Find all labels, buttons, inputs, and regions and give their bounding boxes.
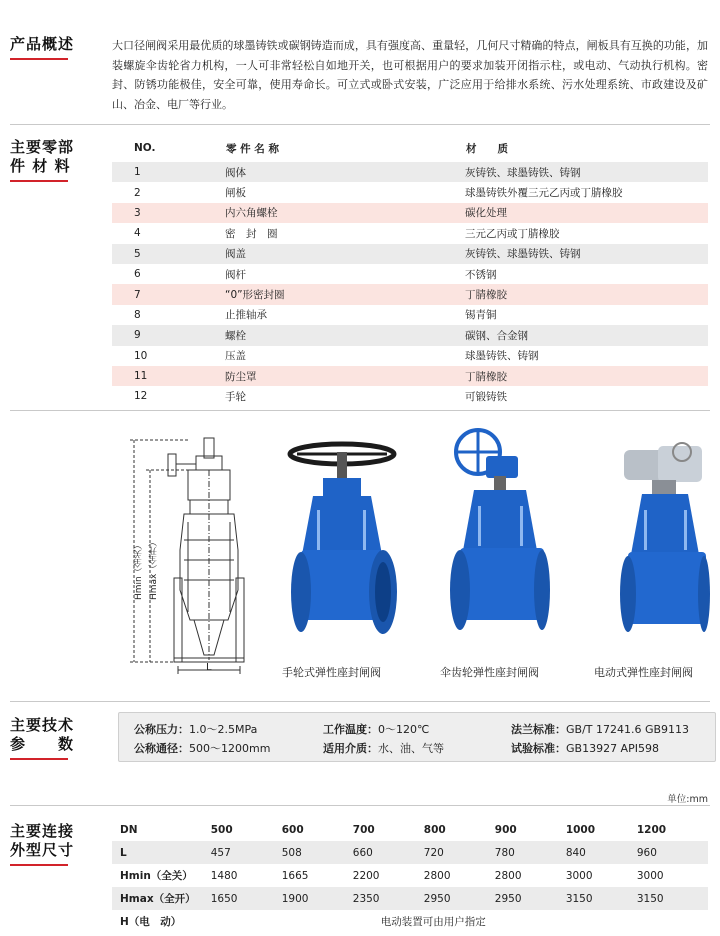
param-label: 试验标准： bbox=[511, 742, 566, 755]
col-header-part-name: 零 件 名 称 bbox=[226, 142, 279, 155]
table-row bbox=[112, 284, 708, 304]
dim-cell: 600 bbox=[281, 823, 304, 836]
tech-params-box bbox=[118, 712, 716, 762]
cell-material: 灰铸铁、球墨铸铁、铸钢 bbox=[465, 162, 708, 182]
tech-title-line2: 参 数 bbox=[10, 735, 75, 753]
dim-cell: 1000 bbox=[565, 823, 596, 836]
param-label: 工作温度： bbox=[323, 723, 378, 736]
dim-cell: 800 bbox=[423, 823, 446, 836]
dim-cell: 3000 bbox=[636, 869, 664, 882]
param-label: 适用介质： bbox=[323, 742, 378, 755]
dim-cell: 780 bbox=[495, 841, 566, 864]
hmin-label: Hmin（全关） bbox=[134, 540, 144, 600]
dim-cell: 1665 bbox=[281, 869, 309, 882]
unit-label: 单位:mm bbox=[667, 794, 708, 805]
cell-no: 7 bbox=[112, 284, 225, 304]
dim-cell: 1650 bbox=[211, 887, 282, 910]
product-name-electric: 电动式弹性座封闸阀 bbox=[594, 666, 693, 679]
section-divider bbox=[10, 701, 710, 702]
param-temperature bbox=[323, 721, 429, 737]
table-row bbox=[112, 346, 708, 366]
dim-cell: 1200 bbox=[636, 823, 667, 836]
dim-cell: 2800 bbox=[494, 869, 522, 882]
param-value: 0～120℃ bbox=[378, 723, 430, 736]
cell-material: 丁腈橡胶 bbox=[465, 284, 708, 304]
dim-cell: Hmin（全关） bbox=[120, 870, 193, 882]
param-medium bbox=[323, 740, 444, 756]
dim-cell: 2350 bbox=[353, 887, 424, 910]
cell-material: 丁腈橡胶 bbox=[465, 366, 708, 386]
parts-section-title bbox=[10, 138, 74, 182]
dimensions-title-line1: 主要连接 bbox=[10, 822, 75, 840]
cell-material: 可锻铸铁 bbox=[465, 390, 507, 403]
dim-cell: 500 bbox=[210, 823, 233, 836]
dim-cell: 700 bbox=[352, 823, 375, 836]
cell-material: 锡青铜 bbox=[465, 309, 497, 322]
cell-no: 5 bbox=[112, 244, 225, 264]
table-row bbox=[112, 182, 708, 202]
param-value: 水、油、气等 bbox=[378, 742, 444, 755]
table-row bbox=[112, 223, 708, 243]
param-value: GB13927 API598 bbox=[566, 742, 659, 755]
param-test-standard bbox=[511, 740, 659, 756]
overview-paragraph: 大口径闸阀采用最优质的球墨铸铁或碳钢铸造而成，具有强度高、重量轻，几何尺寸精确的特点，闸板具有互换的功能，加装螺旋伞齿轮省力机构，一人可非常轻松自如地开关，也可根据用户的要求加装开闭指示柱，或电动、气动执行机构。密封、防锈功能极佳，安全可靠，使用寿命长。可立式或卧式安装，广泛应用于给排水系统、污水处理系统、市政建设及矿山、冶金、电厂等行业。 bbox=[112, 39, 708, 111]
cell-no: 9 bbox=[112, 325, 225, 345]
cell-material: 球墨铸铁、铸钢 bbox=[465, 350, 539, 363]
cell-material: 球墨铸铁外覆三元乙丙或丁腈橡胶 bbox=[465, 187, 623, 200]
param-pressure bbox=[134, 721, 257, 737]
table-row bbox=[112, 325, 708, 345]
table-row bbox=[112, 841, 708, 864]
cell-part-name: 内六角螺栓 bbox=[225, 203, 465, 223]
section-divider bbox=[10, 124, 710, 125]
table-row bbox=[112, 864, 708, 887]
dim-cell: 900 bbox=[494, 823, 517, 836]
cell-no: 3 bbox=[112, 203, 225, 223]
table-row bbox=[112, 305, 708, 325]
cell-part-name: 阀盖 bbox=[225, 244, 465, 264]
dimensions-table bbox=[112, 818, 708, 933]
table-row bbox=[112, 162, 708, 182]
dim-cell: 457 bbox=[211, 841, 282, 864]
parts-title-line2: 件 材 料 bbox=[10, 157, 71, 175]
overview-title-text: 产品概述 bbox=[10, 35, 75, 53]
dim-cell: 960 bbox=[637, 841, 708, 864]
electric-gate-valve-icon bbox=[618, 436, 710, 650]
section-divider bbox=[10, 410, 710, 411]
cell-part-name: 手轮 bbox=[225, 390, 246, 403]
cell-part-name: 螺栓 bbox=[225, 325, 465, 345]
parts-title-line1: 主要零部 bbox=[10, 138, 75, 156]
dim-cell: 2950 bbox=[424, 887, 495, 910]
dim-cell: 508 bbox=[282, 841, 353, 864]
handwheel-gate-valve-icon bbox=[287, 440, 397, 650]
table-row bbox=[112, 910, 708, 933]
table-row bbox=[112, 887, 708, 910]
param-value: GB/T 17241.6 GB9113 bbox=[566, 723, 690, 736]
dim-cell: 1900 bbox=[282, 887, 353, 910]
title-underline bbox=[10, 758, 68, 760]
dim-cell: 1480 bbox=[210, 869, 238, 882]
dim-cell-h-note: 电动装置可由用户指定 bbox=[380, 916, 486, 928]
param-label: 法兰标准： bbox=[511, 723, 566, 736]
dimensions-title-line2: 外型尺寸 bbox=[10, 841, 75, 859]
col-header-no: NO. bbox=[134, 142, 156, 154]
cell-part-name: 密 封 圈 bbox=[225, 227, 278, 240]
cell-no: 1 bbox=[112, 162, 225, 182]
dim-cell: 660 bbox=[353, 841, 424, 864]
hmax-label: Hmax（全开） bbox=[149, 537, 159, 600]
cell-no: 8 bbox=[134, 308, 141, 321]
cell-no: 4 bbox=[134, 227, 141, 240]
dim-cell: 720 bbox=[424, 841, 495, 864]
cell-material: 三元乙丙或丁腈橡胶 bbox=[465, 227, 560, 240]
param-label: 公称压力： bbox=[134, 723, 189, 736]
cell-no: 2 bbox=[134, 186, 141, 199]
cell-material: 碳钢、合金钢 bbox=[465, 325, 708, 345]
title-underline bbox=[10, 864, 68, 866]
dim-cell: 840 bbox=[566, 841, 637, 864]
tech-title-line1: 主要技术 bbox=[10, 716, 75, 734]
dim-cell: 2800 bbox=[423, 869, 451, 882]
col-header-material: 材 质 bbox=[466, 142, 508, 155]
cell-part-name: 防尘罩 bbox=[225, 366, 465, 386]
dim-cell: 3150 bbox=[637, 887, 708, 910]
section-divider bbox=[10, 805, 710, 806]
cell-no: 6 bbox=[134, 268, 141, 281]
title-underline bbox=[10, 180, 68, 182]
overview-section-title bbox=[10, 35, 74, 60]
dim-cell: 2200 bbox=[352, 869, 380, 882]
cell-material: 不锈钢 bbox=[465, 268, 497, 281]
dim-cell: Hmax（全开） bbox=[112, 887, 211, 910]
cell-part-name: “0”形密封圈 bbox=[225, 284, 465, 304]
cell-material: 灰铸铁、球墨铸铁、铸钢 bbox=[465, 244, 708, 264]
dim-cell: DN bbox=[120, 823, 138, 836]
cell-no: 11 bbox=[112, 366, 225, 386]
table-row bbox=[112, 244, 708, 264]
param-label: 公称通径： bbox=[134, 742, 189, 755]
param-flange-standard bbox=[511, 721, 689, 737]
dim-cell-h-electric: H（电 动） bbox=[120, 916, 182, 928]
table-row bbox=[112, 818, 708, 841]
dim-cell: 2950 bbox=[495, 887, 566, 910]
parts-table-header bbox=[112, 134, 708, 162]
tech-section-title bbox=[10, 716, 74, 760]
dimensions-section-title bbox=[10, 822, 74, 866]
table-row bbox=[112, 366, 708, 386]
cell-no: 10 bbox=[134, 349, 148, 362]
product-name-bevel-gear: 伞齿轮弹性座封闸阀 bbox=[440, 666, 539, 679]
dim-cell: 3150 bbox=[566, 887, 637, 910]
length-label: L bbox=[206, 662, 212, 673]
param-diameter bbox=[134, 740, 270, 756]
bevel-gear-gate-valve-icon bbox=[438, 426, 550, 648]
table-row bbox=[112, 203, 708, 223]
cell-part-name: 阀杆 bbox=[225, 268, 246, 281]
parts-table bbox=[112, 134, 708, 407]
cell-part-name: 闸板 bbox=[225, 187, 246, 200]
cell-no: 12 bbox=[134, 390, 148, 403]
cell-material: 碳化处理 bbox=[465, 203, 708, 223]
param-value: 1.0～2.5MPa bbox=[189, 723, 258, 736]
param-value: 500～1200mm bbox=[189, 742, 271, 755]
dim-cell: L bbox=[112, 841, 211, 864]
cell-part-name: 压盖 bbox=[225, 350, 246, 363]
table-row bbox=[112, 386, 708, 406]
dim-cell: 3000 bbox=[565, 869, 593, 882]
product-name-handwheel: 手轮式弹性座封闸阀 bbox=[282, 666, 381, 679]
table-row bbox=[112, 264, 708, 284]
cell-part-name: 阀体 bbox=[225, 162, 465, 182]
cell-part-name: 止推轴承 bbox=[225, 309, 267, 322]
title-underline bbox=[10, 58, 68, 60]
